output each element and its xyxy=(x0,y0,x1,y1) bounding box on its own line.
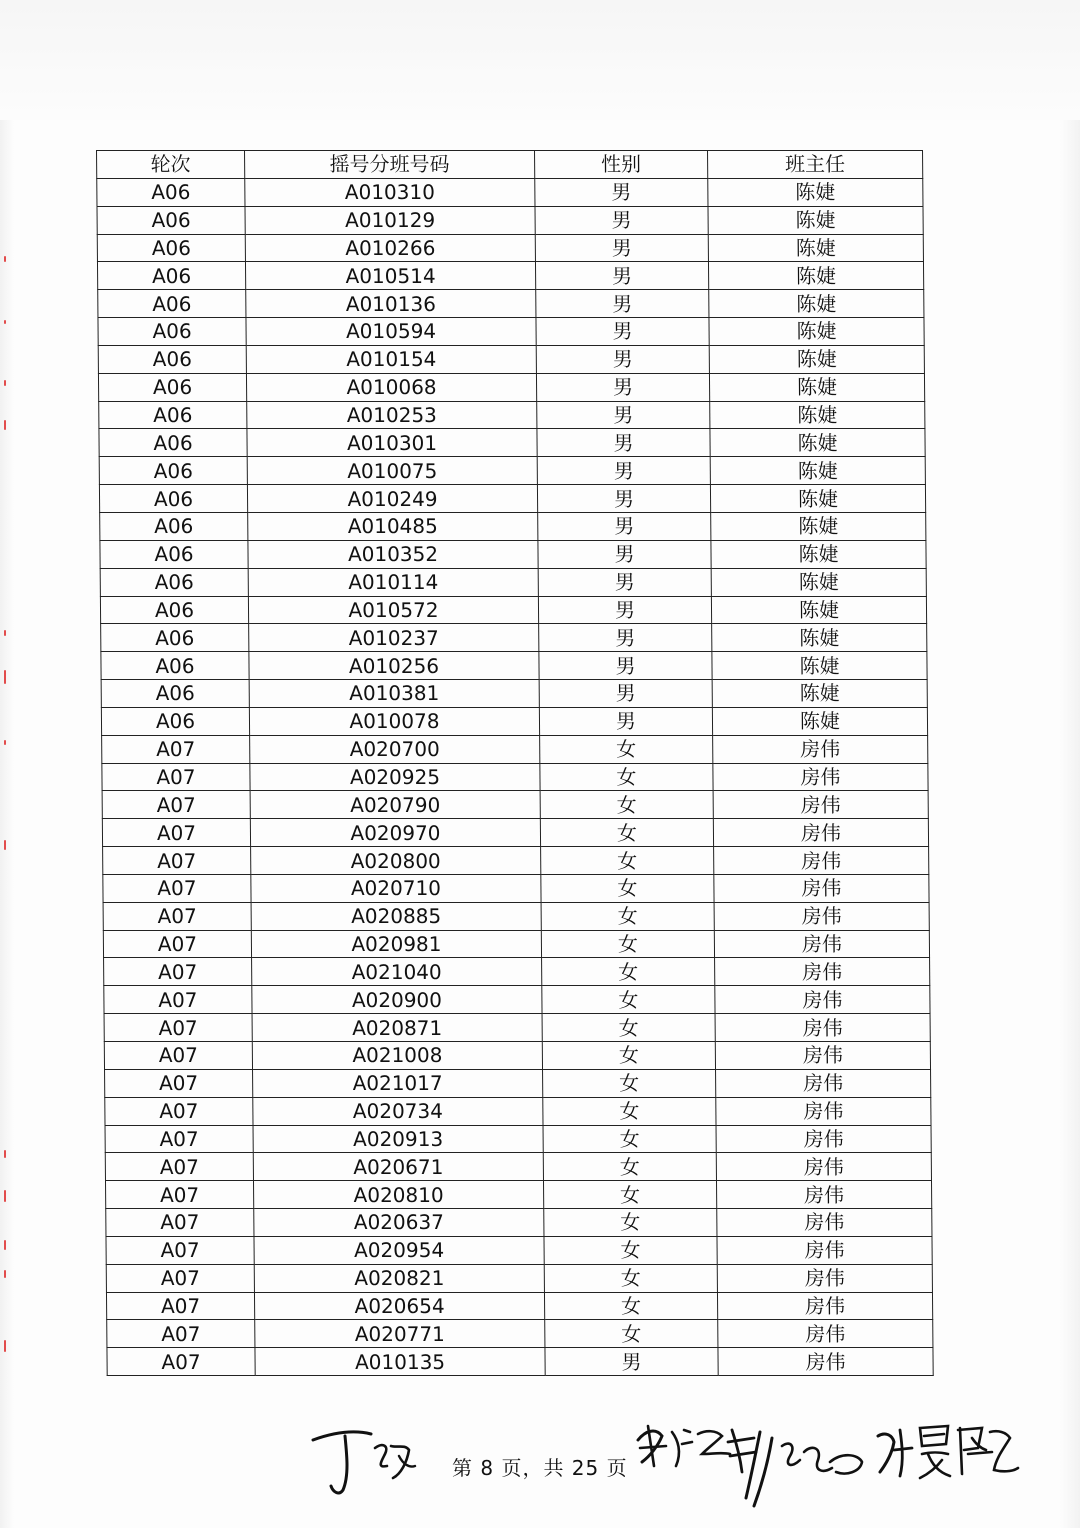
cell-head-teacher: 房伟 xyxy=(713,763,928,791)
cell-round: A06 xyxy=(97,206,245,234)
cell-gender: 男 xyxy=(545,1348,718,1376)
cell-head-teacher: 陈婕 xyxy=(708,234,923,262)
cell-lottery-number: A010266 xyxy=(245,234,535,262)
cell-round: A06 xyxy=(99,401,247,429)
cell-round: A07 xyxy=(106,1209,254,1237)
cell-lottery-number: A020710 xyxy=(251,874,541,902)
cell-lottery-number: A010078 xyxy=(249,707,539,735)
cell-round: A06 xyxy=(100,568,248,596)
cell-head-teacher: 房伟 xyxy=(717,1209,932,1237)
cell-round: A07 xyxy=(106,1292,254,1320)
table-row xyxy=(102,735,928,763)
table-row xyxy=(101,624,927,652)
binding-margin-marks xyxy=(0,240,14,1390)
cell-head-teacher: 房伟 xyxy=(715,1042,930,1070)
table-row xyxy=(100,568,926,596)
cell-lottery-number: A010114 xyxy=(248,568,538,596)
table-row xyxy=(100,540,926,568)
cell-head-teacher: 房伟 xyxy=(717,1236,932,1264)
cell-lottery-number: A010381 xyxy=(249,680,539,708)
cell-head-teacher: 陈婕 xyxy=(710,429,925,457)
cell-head-teacher: 陈婕 xyxy=(708,262,923,290)
cell-lottery-number: A010135 xyxy=(255,1348,545,1376)
cell-gender: 男 xyxy=(538,568,711,596)
cell-gender: 女 xyxy=(544,1264,717,1292)
header-round: 轮次 xyxy=(97,151,245,179)
cell-round: A07 xyxy=(106,1264,254,1292)
signature-1 xyxy=(305,1418,425,1498)
cell-lottery-number: A020970 xyxy=(250,819,540,847)
cell-lottery-number: A020981 xyxy=(251,930,541,958)
cell-lottery-number: A020954 xyxy=(254,1236,544,1264)
cell-lottery-number: A020700 xyxy=(250,735,540,763)
cell-lottery-number: A020913 xyxy=(253,1125,543,1153)
table-row xyxy=(98,373,924,401)
cell-round: A07 xyxy=(104,958,252,986)
cell-round: A07 xyxy=(107,1348,255,1376)
cell-lottery-number: A010514 xyxy=(245,262,535,290)
cell-head-teacher: 房伟 xyxy=(717,1292,932,1320)
table-row xyxy=(107,1348,933,1376)
table-row xyxy=(101,680,927,708)
table-row xyxy=(99,401,925,429)
cell-round: A06 xyxy=(101,707,249,735)
cell-lottery-number: A010485 xyxy=(248,512,538,540)
cell-gender: 男 xyxy=(536,290,709,318)
cell-round: A06 xyxy=(99,485,247,513)
cell-round: A06 xyxy=(98,345,246,373)
cell-head-teacher: 陈婕 xyxy=(710,401,925,429)
class-assignment-table xyxy=(96,150,934,1376)
table-row xyxy=(106,1292,932,1320)
table-row xyxy=(97,262,923,290)
cell-head-teacher: 陈婕 xyxy=(710,457,925,485)
cell-gender: 女 xyxy=(542,1042,715,1070)
cell-head-teacher: 房伟 xyxy=(716,1153,931,1181)
cell-gender: 男 xyxy=(539,680,712,708)
cell-gender: 女 xyxy=(540,735,713,763)
cell-lottery-number: A010068 xyxy=(246,373,536,401)
cell-gender: 男 xyxy=(536,345,709,373)
table-row xyxy=(105,1069,931,1097)
table-row xyxy=(106,1236,932,1264)
cell-gender: 女 xyxy=(543,1125,716,1153)
table-row xyxy=(102,791,928,819)
cell-gender: 男 xyxy=(538,540,711,568)
table-row xyxy=(104,986,930,1014)
cell-head-teacher: 房伟 xyxy=(716,1181,931,1209)
cell-gender: 男 xyxy=(537,401,710,429)
table-body xyxy=(97,178,933,1375)
cell-round: A07 xyxy=(105,1097,253,1125)
cell-gender: 女 xyxy=(543,1153,716,1181)
cell-gender: 女 xyxy=(540,763,713,791)
cell-gender: 男 xyxy=(538,596,711,624)
cell-round: A07 xyxy=(102,819,250,847)
cell-round: A07 xyxy=(103,930,251,958)
table-row xyxy=(106,1209,932,1237)
cell-lottery-number: A020771 xyxy=(255,1320,545,1348)
cell-lottery-number: A010154 xyxy=(246,345,536,373)
table-row xyxy=(103,902,929,930)
table-row xyxy=(100,596,926,624)
cell-lottery-number: A021017 xyxy=(253,1069,543,1097)
table-row xyxy=(104,1014,930,1042)
table-row xyxy=(104,958,930,986)
cell-round: A07 xyxy=(103,902,251,930)
cell-head-teacher: 房伟 xyxy=(717,1264,932,1292)
cell-gender: 男 xyxy=(539,624,712,652)
cell-lottery-number: A010136 xyxy=(246,290,536,318)
table-row xyxy=(97,178,923,206)
cell-round: A07 xyxy=(102,763,250,791)
cell-gender: 女 xyxy=(545,1320,718,1348)
cell-gender: 女 xyxy=(544,1209,717,1237)
cell-round: A07 xyxy=(103,847,251,875)
cell-gender: 男 xyxy=(537,485,710,513)
table-row xyxy=(102,763,928,791)
cell-round: A06 xyxy=(97,234,245,262)
header-gender: 性别 xyxy=(535,151,708,179)
cell-head-teacher: 房伟 xyxy=(714,874,929,902)
cell-head-teacher: 陈婕 xyxy=(711,568,926,596)
cell-head-teacher: 房伟 xyxy=(713,819,928,847)
cell-head-teacher: 房伟 xyxy=(714,847,929,875)
table-row xyxy=(101,652,927,680)
cell-lottery-number: A020790 xyxy=(250,791,540,819)
cell-lottery-number: A020821 xyxy=(254,1264,544,1292)
cell-head-teacher: 房伟 xyxy=(713,735,928,763)
cell-gender: 女 xyxy=(542,958,715,986)
cell-gender: 女 xyxy=(541,874,714,902)
cell-head-teacher: 陈婕 xyxy=(711,512,926,540)
cell-lottery-number: A020671 xyxy=(253,1153,543,1181)
cell-lottery-number: A010256 xyxy=(249,652,539,680)
cell-lottery-number: A020734 xyxy=(253,1097,543,1125)
cell-head-teacher: 陈婕 xyxy=(708,178,923,206)
table-row xyxy=(105,1125,931,1153)
table-row xyxy=(100,512,926,540)
cell-lottery-number: A020900 xyxy=(252,986,542,1014)
cell-head-teacher: 陈婕 xyxy=(712,680,927,708)
cell-lottery-number: A010310 xyxy=(245,178,535,206)
cell-head-teacher: 陈婕 xyxy=(708,206,923,234)
cell-round: A07 xyxy=(104,986,252,1014)
cell-head-teacher: 房伟 xyxy=(713,791,928,819)
cell-round: A07 xyxy=(102,791,250,819)
cell-round: A07 xyxy=(103,874,251,902)
cell-head-teacher: 陈婕 xyxy=(712,652,927,680)
cell-round: A07 xyxy=(105,1181,253,1209)
table-row xyxy=(98,290,924,318)
table-row xyxy=(103,874,929,902)
cell-lottery-number: A020654 xyxy=(254,1292,544,1320)
cell-round: A06 xyxy=(101,652,249,680)
cell-lottery-number: A020810 xyxy=(253,1181,543,1209)
cell-gender: 男 xyxy=(539,707,712,735)
cell-gender: 女 xyxy=(541,847,714,875)
table-header-row xyxy=(97,151,923,179)
table-row xyxy=(99,485,925,513)
cell-gender: 女 xyxy=(542,1014,715,1042)
signature-4 xyxy=(872,1414,1022,1494)
cell-lottery-number: A021040 xyxy=(252,958,542,986)
cell-round: A06 xyxy=(99,457,247,485)
table-row xyxy=(99,457,925,485)
cell-round: A06 xyxy=(100,512,248,540)
cell-lottery-number: A010237 xyxy=(249,624,539,652)
cell-gender: 男 xyxy=(535,206,708,234)
cell-head-teacher: 陈婕 xyxy=(709,318,924,346)
cell-head-teacher: 陈婕 xyxy=(709,373,924,401)
table-row xyxy=(101,707,927,735)
cell-gender: 女 xyxy=(542,986,715,1014)
cell-head-teacher: 陈婕 xyxy=(709,345,924,373)
cell-gender: 男 xyxy=(538,512,711,540)
cell-round: A06 xyxy=(97,178,245,206)
page-top-shading xyxy=(0,0,1080,120)
cell-round: A06 xyxy=(98,318,246,346)
page-footer xyxy=(0,1400,1080,1520)
cell-head-teacher: 房伟 xyxy=(718,1348,933,1376)
cell-round: A07 xyxy=(107,1320,255,1348)
table-row xyxy=(105,1153,931,1181)
cell-lottery-number: A010075 xyxy=(247,457,537,485)
cell-lottery-number: A020925 xyxy=(250,763,540,791)
page-number: 第 8 页，共 25 页 xyxy=(452,1456,628,1480)
cell-gender: 女 xyxy=(541,930,714,958)
cell-gender: 男 xyxy=(536,373,709,401)
cell-head-teacher: 房伟 xyxy=(716,1097,931,1125)
cell-round: A07 xyxy=(104,1042,252,1070)
cell-head-teacher: 房伟 xyxy=(714,930,929,958)
cell-head-teacher: 房伟 xyxy=(715,958,930,986)
cell-round: A07 xyxy=(102,735,250,763)
cell-gender: 男 xyxy=(536,318,709,346)
cell-head-teacher: 陈婕 xyxy=(712,707,927,735)
cell-round: A07 xyxy=(105,1125,253,1153)
signature-3 xyxy=(742,1422,872,1512)
table-row xyxy=(97,234,923,262)
cell-round: A07 xyxy=(105,1069,253,1097)
cell-gender: 女 xyxy=(541,902,714,930)
cell-head-teacher: 房伟 xyxy=(718,1320,933,1348)
cell-head-teacher: 房伟 xyxy=(714,902,929,930)
cell-lottery-number: A020885 xyxy=(251,902,541,930)
cell-round: A07 xyxy=(106,1236,254,1264)
cell-round: A06 xyxy=(100,540,248,568)
cell-head-teacher: 陈婕 xyxy=(712,624,927,652)
table-row xyxy=(98,345,924,373)
cell-head-teacher: 陈婕 xyxy=(711,540,926,568)
table-row xyxy=(107,1320,933,1348)
table-row xyxy=(99,429,925,457)
cell-lottery-number: A021008 xyxy=(252,1042,542,1070)
cell-gender: 男 xyxy=(539,652,712,680)
table-row xyxy=(105,1097,931,1125)
cell-round: A06 xyxy=(98,290,246,318)
table-row xyxy=(106,1264,932,1292)
cell-gender: 男 xyxy=(535,262,708,290)
cell-lottery-number: A020637 xyxy=(254,1209,544,1237)
header-head-teacher: 班主任 xyxy=(708,151,923,179)
cell-lottery-number: A020800 xyxy=(251,847,541,875)
cell-gender: 女 xyxy=(543,1097,716,1125)
cell-lottery-number: A010572 xyxy=(248,596,538,624)
table-row xyxy=(97,206,923,234)
table-row xyxy=(105,1181,931,1209)
cell-lottery-number: A010594 xyxy=(246,318,536,346)
cell-round: A06 xyxy=(101,624,249,652)
cell-head-teacher: 陈婕 xyxy=(710,485,925,513)
cell-lottery-number: A010253 xyxy=(247,401,537,429)
class-assignment-table-wrapper xyxy=(96,150,935,1376)
cell-head-teacher: 陈婕 xyxy=(711,596,926,624)
cell-head-teacher: 房伟 xyxy=(715,1014,930,1042)
cell-gender: 男 xyxy=(535,234,708,262)
cell-round: A06 xyxy=(99,429,247,457)
table-row xyxy=(102,819,928,847)
cell-gender: 女 xyxy=(540,791,713,819)
cell-gender: 男 xyxy=(537,429,710,457)
cell-round: A06 xyxy=(100,596,248,624)
cell-round: A07 xyxy=(104,1014,252,1042)
cell-round: A06 xyxy=(97,262,245,290)
cell-gender: 女 xyxy=(540,819,713,847)
cell-lottery-number: A010301 xyxy=(247,429,537,457)
cell-round: A06 xyxy=(101,680,249,708)
table-row xyxy=(103,847,929,875)
cell-head-teacher: 房伟 xyxy=(716,1069,931,1097)
header-lottery-number: 摇号分班号码 xyxy=(245,151,535,179)
table-row xyxy=(98,318,924,346)
cell-lottery-number: A010129 xyxy=(245,206,535,234)
cell-head-teacher: 陈婕 xyxy=(709,290,924,318)
cell-lottery-number: A020871 xyxy=(252,1014,542,1042)
cell-head-teacher: 房伟 xyxy=(715,986,930,1014)
cell-lottery-number: A010352 xyxy=(248,540,538,568)
cell-gender: 女 xyxy=(543,1181,716,1209)
table-row xyxy=(103,930,929,958)
cell-lottery-number: A010249 xyxy=(247,485,537,513)
cell-head-teacher: 房伟 xyxy=(716,1125,931,1153)
cell-gender: 女 xyxy=(544,1236,717,1264)
cell-round: A07 xyxy=(105,1153,253,1181)
table-row xyxy=(104,1042,930,1070)
cell-gender: 女 xyxy=(543,1069,716,1097)
cell-gender: 男 xyxy=(537,457,710,485)
cell-gender: 男 xyxy=(535,178,708,206)
cell-round: A06 xyxy=(98,373,246,401)
cell-gender: 女 xyxy=(544,1292,717,1320)
